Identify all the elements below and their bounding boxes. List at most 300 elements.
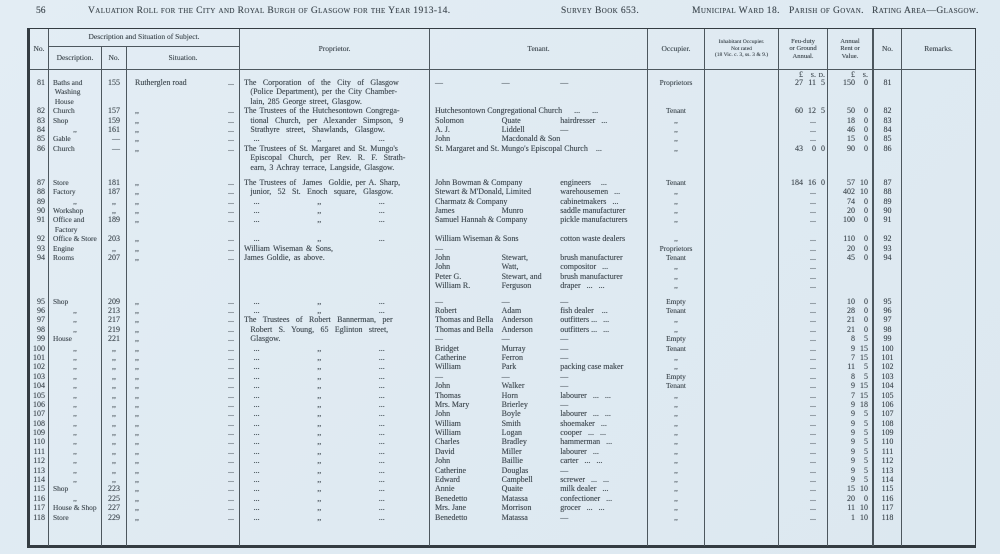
feu-pence [816,253,825,262]
cell-entry-no: 85 [30,134,49,143]
cell-entry-no-right [874,225,902,234]
table-row [30,106,975,115]
cell-entry-no-right: 87 [874,178,902,187]
cell-description: Factory [49,187,102,196]
cell-remarks [902,97,975,106]
cell-occupier: Tenant [648,253,705,262]
situation-dots: ... [228,215,234,225]
cell-description: ,, [49,344,102,353]
situation-text: ,, [135,124,139,134]
cell-occupier: ,, [648,116,705,125]
rent-pounds: 18 [847,115,855,125]
cell-proprietor: The Trustees of the Hutchesontown Congrega- [240,106,430,115]
cell-street-no: 219 [102,325,127,334]
tenant-forename: John [435,262,451,272]
feu-pence [816,419,825,428]
cell-entry-no-right: 104 [874,381,902,390]
cell-description: ,, [49,409,102,418]
cell-inhabitant-occupier [705,419,779,428]
cell-street-no: 161 [102,125,127,134]
rent-pounds: 9 [851,456,855,466]
cell-entry-no-right [874,272,902,281]
feu-shillings: ... [810,456,816,466]
rent-shillings [855,87,868,96]
feu-pounds [779,466,803,475]
rent-shillings: 5 [864,428,868,438]
cell-annual-rent [828,78,874,87]
feu-shillings [803,163,816,172]
tenant-occupation: hairdresser ... [560,115,608,125]
situation-dots: ... [228,390,234,400]
rent-pounds: 28 [847,305,855,315]
cell-remarks [902,197,975,206]
table-row [30,125,975,134]
cell-entry-no: 93 [30,244,49,253]
cell-remarks [902,225,975,234]
cell-entry-no-right: 85 [874,134,902,143]
tenant-occupation: carter ... ... [560,456,603,466]
tenant-occupation: grocer ... ... [560,503,605,513]
tenant-forename: A. J. [435,124,450,134]
tenant-occupation: — [560,124,569,134]
rent-shillings: 0 [864,206,868,216]
cell-feu-duty [779,134,828,143]
cell-occupier: ,, [648,494,705,503]
cell-tenant [430,428,648,437]
cell-situation [127,409,240,418]
feu-pence [816,344,825,353]
cell-proprietor: ... ,, ... [240,134,430,143]
table-row [30,447,975,456]
tenant-forename: Thomas [435,390,461,400]
situation-text: ,, [135,115,139,125]
cell-street-no: ,, [102,409,127,418]
table-row [30,456,975,465]
cell-annual-rent [828,466,874,475]
tenant-surname: Quate [501,115,521,125]
cell-inhabitant-occupier [705,372,779,381]
feu-pence [816,97,825,106]
feu-pence [816,475,825,484]
situation-text: ,, [135,456,139,466]
rent-header-line3: Value. [841,52,859,60]
feu-pounds [779,163,803,172]
rent-shillings: 5 [864,437,868,447]
cell-occupier: ,, [648,466,705,475]
cell-entry-no-right: 105 [874,391,902,400]
feu-pence [816,428,825,437]
cell-occupier: Empty [648,372,705,381]
cell-proprietor: earn, 3 Achray terrace, Langside, Glasgow. [240,163,430,172]
rent-pounds: 21 [847,315,855,325]
table-row [30,206,975,215]
cell-occupier: ,, [648,362,705,371]
tenant-forename: William [435,362,461,372]
cell-situation [127,244,240,253]
situation-dots: ... [228,196,234,206]
cell-tenant [430,253,648,262]
rent-pounds: 20 [847,206,855,216]
feu-pounds [779,353,803,362]
feu-header-line2: or Ground [789,45,817,53]
tenant-occupation: packing case maker [560,362,624,372]
feu-pounds [779,116,803,125]
cell-street-no: ,, [102,428,127,437]
tenant-surname: Smith [501,418,521,428]
cell-situation [127,197,240,206]
tenant-forename: Peter G. [435,271,462,281]
cell-annual-rent [828,297,874,306]
cell-situation [127,494,240,503]
cell-feu-duty [779,187,828,196]
cell-remarks [902,475,975,484]
cell-inhabitant-occupier [705,400,779,409]
tenant-occupation: milk dealer ... [560,484,609,494]
feu-pence [816,381,825,390]
cell-entry-no: 84 [30,125,49,134]
title-rating-area: Rating Area—Glasgow. [872,6,979,16]
cell-occupier: Tenant [648,178,705,187]
cell-remarks [902,437,975,446]
cell-entry-no-right: 83 [874,116,902,125]
feu-pence [816,456,825,465]
cell-occupier: ,, [648,437,705,446]
cell-annual-rent [828,428,874,437]
col-header-feu-duty [779,29,828,69]
cell-feu-duty [779,87,828,96]
tenant-forename: Catherine [435,465,467,475]
cell-entry-no-right [874,522,902,546]
cell-proprietor: ... ,, ... [240,419,430,428]
cell-annual-rent [828,206,874,215]
cell-remarks [902,503,975,512]
cell-annual-rent [828,306,874,315]
situation-dots: ... [228,334,234,344]
cell-proprietor: William Wiseman & Sons, [240,244,430,253]
cell-remarks [902,78,975,87]
cell-remarks [902,391,975,400]
table-row [30,437,975,446]
feu-pence [816,315,825,324]
feu-shillings [803,522,816,546]
feu-pounds [779,334,803,343]
cell-tenant [430,125,648,134]
feu-shillings: ... [810,196,816,206]
cell-tenant [430,187,648,196]
cell-annual-rent [828,447,874,456]
feu-pounds [779,428,803,437]
feu-shillings: ... [810,296,816,306]
feu-header-line3: Annual. [792,52,814,60]
rent-pounds: 9 [851,465,855,475]
table-row [30,381,975,390]
rent-shillings: 0 [864,324,868,334]
table-row [30,163,975,172]
rent-shillings: 0 [864,305,868,315]
cell-occupier [648,522,705,546]
feu-pounds: 184 [791,177,803,187]
cell-inhabitant-occupier [705,409,779,418]
rent-pounds: 15 [847,134,855,144]
cell-occupier: Empty [648,297,705,306]
cell-annual-rent [828,253,874,262]
cell-description: Shop [49,484,102,493]
cell-street-no: — [102,134,127,143]
cell-annual-rent [828,116,874,125]
tenant-surname: Anderson [501,315,533,325]
rent-pounds: 8 [851,371,855,381]
feu-pounds [779,87,803,96]
cell-inhabitant-occupier [705,87,779,96]
cell-description: Engine [49,244,102,253]
cell-annual-rent [828,400,874,409]
feu-pence [816,281,825,290]
cell-entry-no [30,153,49,162]
feu-pounds [779,381,803,390]
feu-shillings: ... [810,409,816,419]
cell-entry-no: 117 [30,503,49,512]
cell-annual-rent [828,215,874,224]
cell-street-no [102,225,127,234]
feu-shillings: ... [810,243,816,253]
cell-description: ,, [49,197,102,206]
situation-dots: ... [228,493,234,503]
tenant-surname: — [501,78,510,87]
cell-description: Rooms [49,253,102,262]
table-row [30,272,975,281]
cell-situation [127,187,240,196]
feu-pence: 0 [821,143,825,153]
cell-annual-rent [828,134,874,143]
cell-remarks [902,187,975,196]
page-header [0,4,1000,22]
rent-pounds: 11 [847,503,855,513]
cell-entry-no-right: 81 [874,78,902,87]
cell-description: Shop [49,297,102,306]
cell-proprietor [240,262,430,271]
cell-inhabitant-occupier [705,391,779,400]
tenant-surname: Matassa [501,493,528,503]
feu-pounds [779,344,803,353]
cell-street-no: ,, [102,381,127,390]
feu-pounds [779,494,803,503]
situation-dots: ... [228,352,234,362]
cell-remarks [902,87,975,96]
cell-description: ,, [49,466,102,475]
cell-occupier: ,, [648,272,705,281]
rent-pounds: 9 [851,381,855,391]
cell-feu-duty [779,78,828,87]
situation-dots: ... [228,362,234,372]
cell-inhabitant-occupier [705,344,779,353]
feu-pounds [779,372,803,381]
table-row [30,325,975,334]
situation-text: ,, [135,437,139,447]
cell-annual-rent [828,106,874,115]
tenant-occupation: — [560,296,569,306]
feu-shillings: ... [810,115,816,125]
cell-annual-rent [828,163,874,172]
cell-entry-no-right: 103 [874,372,902,381]
cell-entry-no: 99 [30,334,49,343]
cell-street-no: ,, [102,447,127,456]
tenant-occupation: — [560,343,569,353]
cell-feu-duty [779,437,828,446]
tenant-surname: Park [501,362,517,372]
cell-entry-no: 94 [30,253,49,262]
tenant-surname: — [501,296,510,306]
cell-tenant [430,178,648,187]
cell-entry-no-right: 115 [874,484,902,493]
rent-pounds: 9 [851,437,855,447]
rent-pounds: 74 [847,196,855,206]
rent-shillings: 0 [864,143,868,153]
tenant-forename: Hutchesontown Congregational Church ... ... [435,106,599,116]
col-header-description: Description. [49,47,102,69]
cell-entry-no: 104 [30,381,49,390]
cell-description: ,, [49,306,102,315]
rent-pounds: 8 [851,334,855,344]
title-municipal-ward: Municipal Ward 18. [692,6,780,16]
cell-description [49,153,102,162]
cell-inhabitant-occupier [705,234,779,243]
cell-occupier: ,, [648,513,705,522]
cell-entry-no: 92 [30,234,49,243]
situation-text: ,, [135,196,139,206]
feu-shillings: ... [810,390,816,400]
table-body [30,70,975,546]
rent-shillings: 15 [860,352,868,362]
inhabitant-header-line3: (18 Vic. c. 3, ss. 3 & 9.) [714,52,769,59]
cell-proprietor: ... ,, ... [240,428,430,437]
situation-text: ,, [135,418,139,428]
cell-remarks [902,144,975,153]
feu-shillings: ... [810,399,816,409]
tenant-surname: Matassa [501,512,528,522]
rent-shillings: 15 [860,381,868,391]
cell-entry-no-right: 95 [874,297,902,306]
feu-pence [816,409,825,418]
cell-occupier [648,225,705,234]
cell-entry-no-right: 102 [874,362,902,371]
cell-entry-no-right: 108 [874,419,902,428]
cell-inhabitant-occupier [705,134,779,143]
cell-proprietor: ... ,, ... [240,372,430,381]
situation-dots: ... [228,206,234,216]
table-row [30,97,975,106]
rent-shillings [855,97,868,106]
cell-description: Office & Store [49,234,102,243]
cell-feu-duty [779,475,828,484]
tenant-surname: Brierley [501,399,528,409]
cell-inhabitant-occupier [705,225,779,234]
situation-text: ,, [135,177,139,187]
situation-dots: ... [228,381,234,391]
cell-annual-rent [828,456,874,465]
rent-shillings: 0 [864,78,868,87]
cell-remarks [902,353,975,362]
rent-pounds [828,87,855,96]
feu-pence [816,134,825,143]
cell-entry-no: 103 [30,372,49,381]
title-survey-book: Survey Book 653. [561,6,640,16]
rent-shillings [855,272,868,281]
cell-annual-rent [828,262,874,271]
situation-text: Rutherglen road [135,78,187,87]
cell-feu-duty [779,362,828,371]
feu-pounds [779,400,803,409]
cell-feu-duty [779,144,828,153]
tenant-occupation: — [560,334,569,344]
feu-pounds [779,262,803,271]
tenant-forename: Solomon [435,115,464,125]
table-row [30,262,975,271]
rent-pounds [828,272,855,281]
cell-entry-no-right: 109 [874,428,902,437]
cell-remarks [902,244,975,253]
cell-feu-duty [779,234,828,243]
feu-pounds [779,244,803,253]
table-row [30,362,975,371]
tenant-surname: Adam [501,305,522,315]
tenant-surname: Logan [501,428,523,438]
situation-dots: ... [228,315,234,325]
cell-occupier: ,, [648,134,705,143]
rent-shillings: 5 [864,465,868,475]
cell-description: Shop [49,116,102,125]
cell-proprietor: ... ,, ... [240,437,430,446]
cell-annual-rent [828,437,874,446]
cell-situation [127,163,240,172]
feu-shillings: ... [810,334,816,344]
rent-shillings: 0 [864,196,868,206]
cell-entry-no: 116 [30,494,49,503]
rent-pounds: 1 [851,512,855,522]
cell-feu-duty [779,315,828,324]
cell-occupier: ,, [648,187,705,196]
tenant-surname: Morrison [501,503,532,513]
cell-tenant [430,134,648,143]
feu-pence [816,87,825,96]
cell-tenant [430,437,648,446]
feu-pounds [779,484,803,493]
situation-dots: ... [228,484,234,494]
cell-tenant [430,344,648,353]
tenant-forename: John [435,456,451,466]
cell-entry-no [30,272,49,281]
feu-shillings: ... [810,253,816,263]
tenant-occupation: — [560,381,569,391]
rent-pounds [828,97,855,106]
rent-shillings: 5 [864,362,868,372]
situation-dots: ... [228,124,234,134]
cell-proprietor: The Corporation of the City of Glasgow [240,78,430,87]
cell-tenant [430,513,648,522]
rent-pounds [828,522,855,546]
cell-entry-no-right: 99 [874,334,902,343]
cell-remarks [902,215,975,224]
table-row [30,466,975,475]
cell-occupier: ,, [648,484,705,493]
cell-occupier: ,, [648,325,705,334]
feu-pounds [779,315,803,324]
cell-entry-no: 115 [30,484,49,493]
table-row [30,494,975,503]
situation-dots: ... [228,305,234,315]
cell-entry-no-right [874,87,902,96]
cell-description: Store [49,178,102,187]
cell-tenant [430,262,648,271]
